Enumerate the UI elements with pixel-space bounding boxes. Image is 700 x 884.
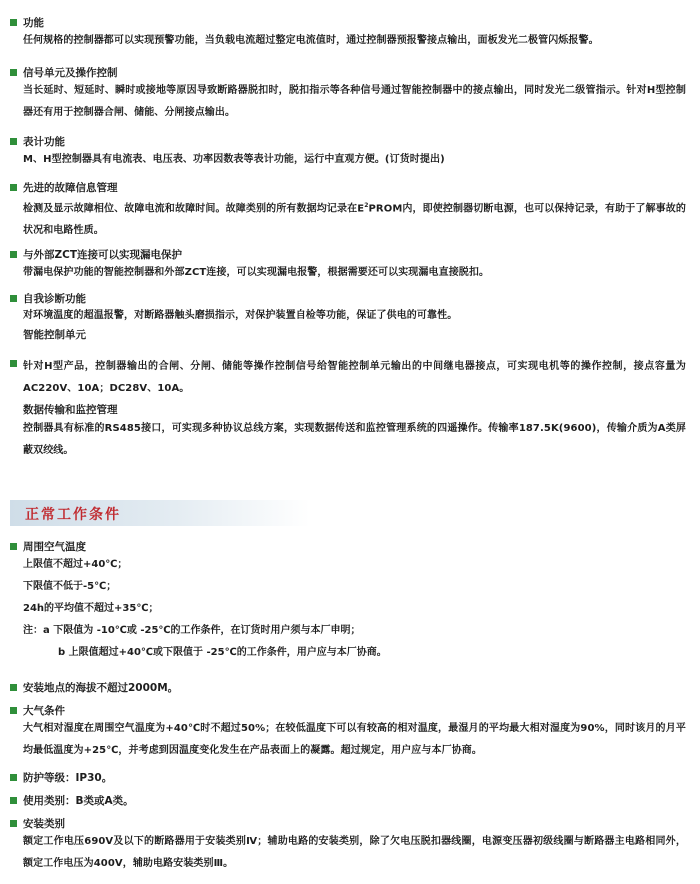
bullet-icon: [10, 360, 17, 367]
bullet-icon: [10, 797, 17, 804]
section-heading: 与外部ZCT连接可以实现漏电保护: [23, 248, 182, 261]
section-body: 当长延时、短延时、瞬时或接地等原因导致断路器脱扣时，脱扣指示等各种信号通过智能控制器中的接点输出，同时发光二级管指示。针对H型控制器还有用于控制器合闸、储能、分闸接点输出。: [23, 85, 686, 118]
section-function: [10, 14, 686, 52]
bullet-icon: [10, 184, 17, 191]
temp-line: 上限值不超过+40℃；: [23, 559, 128, 570]
body-text-a: 检测及显示故障相位、故障电流和故障时间。故障类别的所有数据均记录在E: [23, 203, 365, 215]
section-heading: 先进的故障信息管理: [23, 181, 118, 194]
superscript: 2: [364, 202, 369, 209]
section-heading: 大气条件: [23, 704, 65, 717]
section-body: [10, 195, 686, 242]
section-heading: 信号单元及操作控制: [23, 66, 118, 79]
section-body: 带漏电保护功能的智能控制器和外部ZCT连接，可以实现漏电报警，根据需要还可以实现漏电直接脱扣。: [23, 267, 490, 278]
section-heading: 功能: [23, 16, 44, 29]
section-heading: 周围空气温度: [23, 540, 86, 553]
section-self-diagnosis: [10, 290, 686, 343]
usage-text: 使用类别：B类或A类。: [23, 794, 134, 807]
section-atmosphere: [10, 702, 686, 762]
section-heading: 自我诊断功能: [23, 292, 86, 305]
altitude-text: 安装地点的海拔不超过2000M。: [23, 681, 179, 694]
bullet-icon: [10, 774, 17, 781]
section-body: 任何规格的控制器都可以实现预警功能，当负载电流超过整定电流值时，通过控制器预报警接点输出，面板发光二极管闪烁报警。: [23, 35, 599, 46]
bullet-icon: [10, 684, 17, 691]
protection-text: 防护等级：IP30。: [23, 771, 113, 784]
bullet-icon: [10, 69, 17, 76]
bullet-icon: [10, 138, 17, 145]
temp-line: 24h的平均值不超过+35℃；: [23, 603, 159, 614]
section-altitude: [10, 679, 686, 695]
section-zct: [10, 246, 686, 284]
bullet-icon: [10, 707, 17, 714]
data-body: 控制器具有标准的RS485接口，可实现多种协议总线方案，实现数据传送和监控管理系统的四遥操作。传输率187.5K(9600)，传输介质为A类屏蔽双绞线。: [23, 423, 686, 456]
section-fault-info: [10, 179, 686, 242]
section-signal-unit: [10, 64, 686, 124]
section-body: 对环境温度的超温报警，对断路器触头磨损指示，对保护装置自检等功能，保证了供电的可靠性。: [23, 310, 458, 321]
banner-title: 正常工作条件: [25, 507, 121, 523]
bullet-icon: [10, 295, 17, 302]
section-body: M、H型控制器具有电流表、电压表、功率因数表等表计功能，运行中直观方便。(订货时提出): [23, 154, 445, 165]
bullet-icon: [10, 820, 17, 827]
section-banner: [10, 500, 310, 526]
section-smart-unit: [10, 356, 686, 462]
section-protection: [10, 769, 686, 785]
temp-line: 下限值不低于-5℃；: [23, 581, 117, 592]
section-installation: [10, 815, 686, 875]
section-heading: 表计功能: [23, 135, 65, 148]
smart-unit-heading: 智能控制单元: [23, 329, 86, 341]
temp-note-b: b 上限值超过+40℃或下限值于 -25℃的工作条件，用户应与本厂协商。: [58, 647, 387, 658]
bullet-icon: [10, 543, 17, 550]
smart-unit-body: 针对H型产品，控制器输出的合闸、分闸、储能等操作控制信号给智能控制单元输出的中间继电器接点，可实现电机等的操作控制，接点容量为AC220V、10A；DC28V、10A。: [23, 361, 686, 394]
bullet-icon: [10, 251, 17, 258]
data-heading: 数据传输和监控管理: [23, 404, 118, 416]
section-heading: 安装类别: [23, 817, 65, 830]
body-text-b: PROM内，即使控制器切断电源，也可以保持记录，有助于了解事故的状况和电路性质。: [23, 203, 686, 237]
section-metering: [10, 133, 686, 171]
install-body: 额定工作电压690V及以下的断路器用于安装类别Ⅳ；辅助电路的安装类别，除了欠电压脱扣器线圈，电源变压器初级线圈与断路器主电路相同外，额定工作电压为400V，辅助电路安装类别Ⅲ。: [23, 836, 686, 869]
bullet-icon: [10, 19, 17, 26]
section-ambient-temp: [10, 538, 686, 664]
atmos-body: 大气相对湿度在周围空气温度为+40℃时不超过50%；在较低温度下可以有较高的相对温度，最湿月的平均最大相对湿度为90%，同时该月的月平均最低温度为+25℃，并考虑到因温度变化发生在产品表面上的凝露。超过规定，用户应与本厂协商。: [23, 723, 686, 756]
temp-note-a: 注：a 下限值为 -10℃或 -25℃的工作条件，在订货时用户须与本厂申明；: [23, 625, 361, 636]
section-usage: [10, 792, 686, 808]
